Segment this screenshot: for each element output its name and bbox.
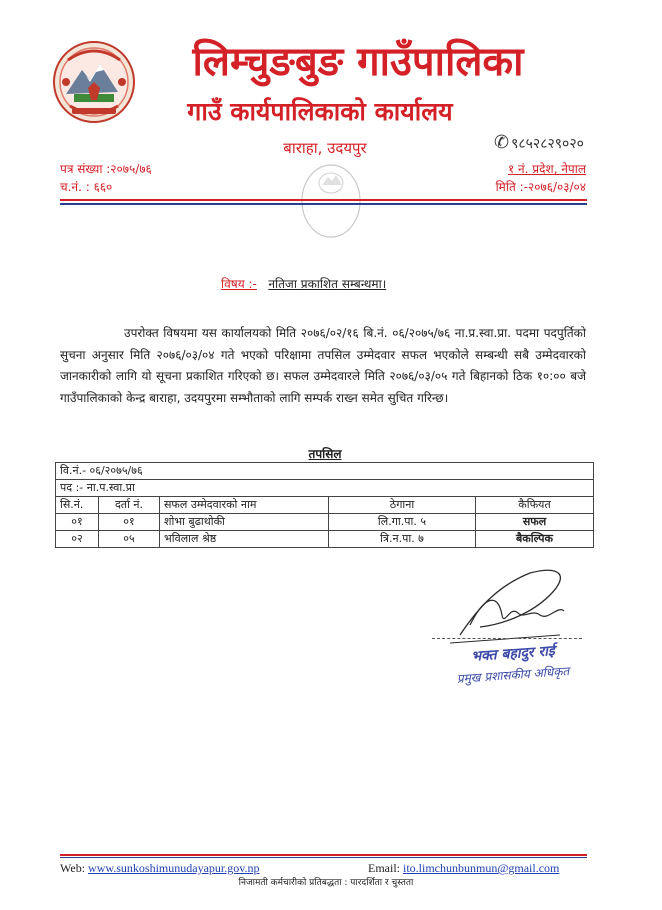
website-link[interactable]: www.sunkoshimunudayapur.gov.np xyxy=(88,861,260,875)
office-address: बाराहा, उदयपुर xyxy=(283,139,367,157)
table-header-row xyxy=(56,497,594,514)
table-cell: त्रि.न.पा. ७ xyxy=(329,531,476,548)
notice-number-cell: वि.नं.- ०६/२०७५/७६ xyxy=(56,463,594,480)
web-label: Web: xyxy=(60,861,86,875)
email-link[interactable]: ito.limchunbunmun@gmail.com xyxy=(403,861,560,875)
phone-value: ९८५२८२९०२० xyxy=(511,136,584,152)
table-row xyxy=(56,514,594,531)
table-cell: शोभा बुढाथोकी xyxy=(160,514,329,531)
subject-text: नतिजा प्रकाशित सम्बन्धमा। xyxy=(268,277,387,291)
header-cell: सि.नं. xyxy=(56,497,99,514)
result-table xyxy=(55,462,594,548)
header-cell: ठेगाना xyxy=(329,497,476,514)
table-cell: ०२ xyxy=(56,531,99,548)
signatory-name: भक्त बहादुर राई xyxy=(470,643,556,665)
table-cell: ०१ xyxy=(56,514,99,531)
table-title: तपसिल xyxy=(308,447,342,461)
dispatch-number: च.नं. : ६६० xyxy=(60,180,113,194)
office-stamp-icon xyxy=(300,163,362,239)
footer-website xyxy=(60,860,259,876)
office-subtitle: गाउँ कार्यपालिकाको कार्यालय xyxy=(187,97,453,126)
subject-line xyxy=(221,276,386,292)
table-cell: भविलाल श्रेष्ठ xyxy=(160,531,329,548)
header-cell: कैफियत xyxy=(476,497,594,514)
letter-left-meta xyxy=(60,160,152,196)
table-cell: सफल xyxy=(476,514,594,531)
table-cell: ०५ xyxy=(99,531,160,548)
letter-right-meta xyxy=(440,160,586,196)
table-post-row xyxy=(56,480,594,497)
header-divider-red xyxy=(60,199,587,201)
footer-divider-red xyxy=(60,854,587,856)
footer-divider-blue xyxy=(60,857,587,858)
table-notice-row xyxy=(56,463,594,480)
table-row xyxy=(56,531,594,548)
body-paragraph: उपरोक्त विषयमा यस कार्यालयको मिति २०७६/०२/१६ बि.नं. ०६/२०७५/७६ ना.प्र.स्वा.प्रा. पदमा पदपुर्तिको सुचना अनुसार मिति २०७६/०३/०४ गते भएको परिक्षामा तपसिल उम्मेदवार सफल भएकोले सम्बन्धी सबै उम्मेदवारको जानकारीको लागि यो सूचना प्रकाशित गरिएको छ। सफल उम्मेदवारले मिति २०७६/०३/०५ गते बिहानको ठिक १०:०० बजे गाउँपालिकाको केन्द्र बाराहा, उदयपुरमा सम्भौताको लागि सम्पर्क राख्न समेत सुचित गरिन्छ। xyxy=(60,326,586,405)
footer-note: निजामती कर्मचारीको प्रतिबद्धता : पारदर्शिता र चुस्तता xyxy=(238,878,414,888)
footer-email xyxy=(368,860,559,876)
subject-label: विषय :- xyxy=(221,277,257,291)
letter-date: मिति :-२०७६/०३/०४ xyxy=(495,180,586,194)
header-divider-blue xyxy=(60,203,587,205)
post-cell: पद :- ना.प.स्वा.प्रा xyxy=(56,480,594,497)
signature-line xyxy=(432,638,582,639)
reference-number: पत्र संख्या :२०७५/७६ xyxy=(60,162,152,176)
nepal-emblem-icon xyxy=(52,40,136,124)
phone-number xyxy=(494,134,594,153)
province-label: १ नं. प्रदेश, नेपाल xyxy=(507,162,586,176)
table-cell: बैकल्पिक xyxy=(476,531,594,548)
telephone-icon: ✆ xyxy=(494,132,510,153)
header-cell: सफल उम्मेदवारको नाम xyxy=(160,497,329,514)
signatory-title: प्रमुख प्रशासकीय अधिकृत xyxy=(456,664,570,686)
header-cell: दर्ता नं. xyxy=(99,497,160,514)
table-cell: लि.गा.पा. ५ xyxy=(329,514,476,531)
municipality-title: लिम्चुङबुङ गाउँपालिका xyxy=(192,39,524,85)
email-label: Email: xyxy=(368,861,400,875)
table-cell: ०१ xyxy=(99,514,160,531)
